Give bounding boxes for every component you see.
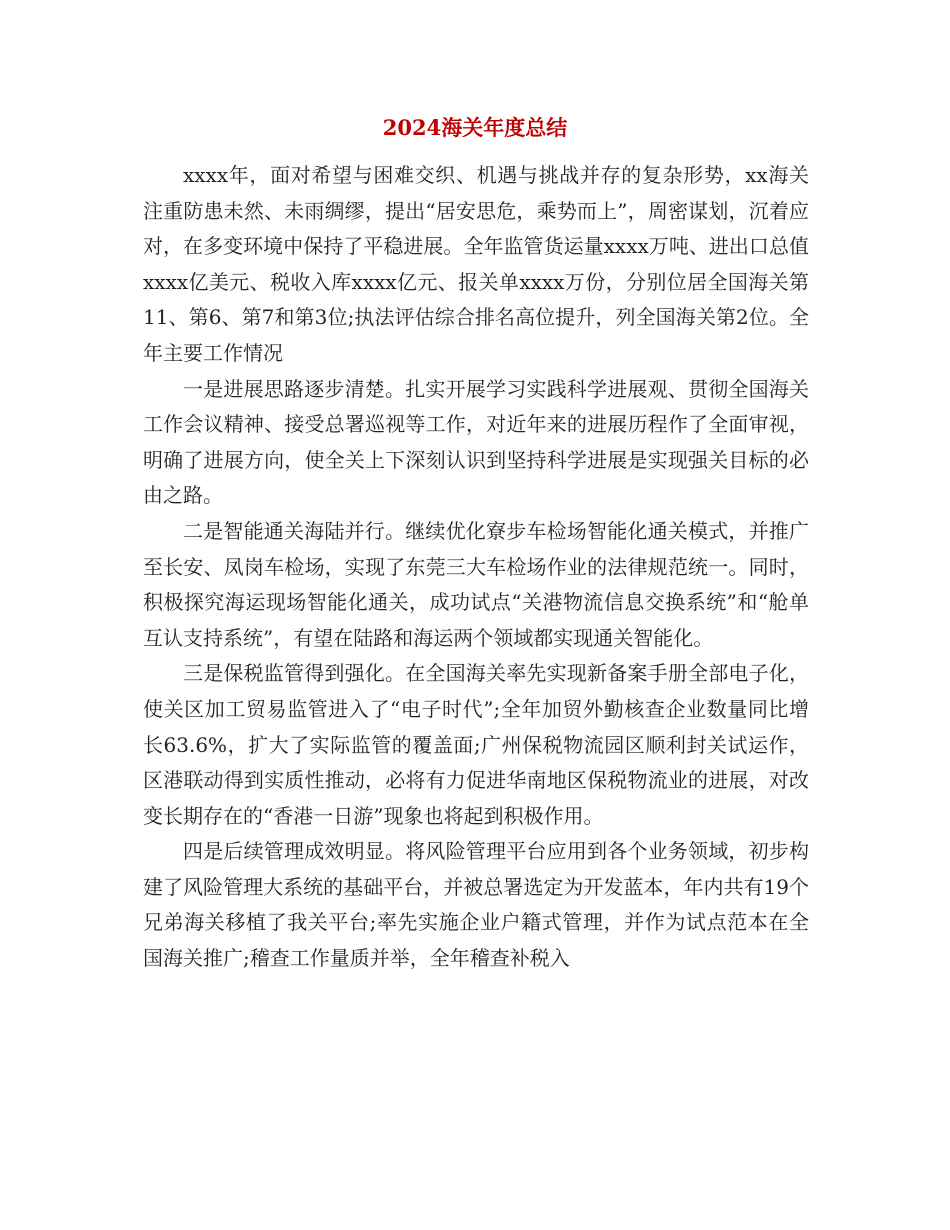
document-body [143,158,809,977]
paragraph-3: 三是保税监管得到强化。在全国海关率先实现新备案手册全部电子化，使关区加工贸易监管进入了“电子时代”;全年加贸外勤核查企业数量同比增长63.6%，扩大了实际监管的覆盖面;广州保税物流园区顺利封关试运作，区港联动得到实质性推动，必将有力促进华南地区保税物流业的进展，对改变长期存在的“香港一日游”现象也将起到积极作用。 [143,661,809,828]
paragraph-2: 二是智能通关海陆并行。继续优化寮步车检场智能化通关模式，并推广至长安、凤岗车检场，实现了东莞三大车检场作业的法律规范统一。同时，积极探究海运现场智能化通关，成功试点“关港物流信息交换系统”和“舱单互认支持系统”，有望在陆路和海运两个领域都实现通关智能化。 [143,518,809,650]
paragraph-1: 一是进展思路逐步清楚。扎实开展学习实践科学进展观、贯彻全国海关工作会议精神、接受总署巡视等工作，对近年来的进展历程作了全面审视，明确了进展方向，使全关上下深刻认识到坚持科学进展是实现强关目标的必由之路。 [143,376,809,508]
document-title: 2024海关年度总结 [382,115,568,140]
paragraph-4: 四是后续管理成效明显。将风险管理平台应用到各个业务领域，初步构建了风险管理大系统的基础平台，并被总署选定为开发蓝本，年内共有19个兄弟海关移植了我关平台;率先实施企业户籍式管理，并作为试点范本在全国海关推广;稽查工作量质并举，全年稽查补税入 [143,839,809,971]
paragraph-intro: xxxx年，面对希望与困难交织、机遇与挑战并存的复杂形势，xx海关注重防患未然、未雨绸缪，提出“居安思危，乘势而上”，周密谋划，沉着应对，在多变环境中保持了平稳进展。全年监管货运量xxxx万吨、进出口总值xxxx亿美元、税收入库xxxx亿元、报关单xxxx万份，分别位居全国海关第11、第6、第7和第3位;执法评估综合排名高位提升，列全国海关第2位。全年主要工作情况 [143,163,809,365]
